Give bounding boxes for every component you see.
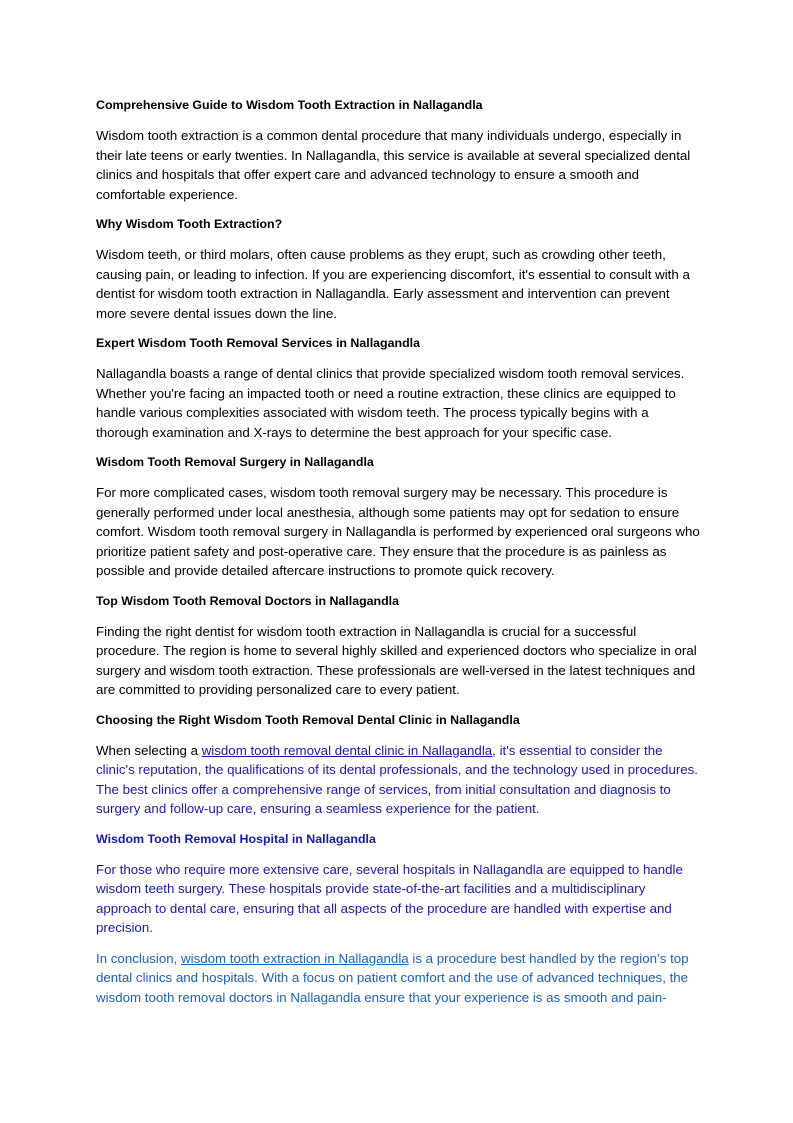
section-paragraph: Finding the right dentist for wisdom tooth extraction in Nallagandla is crucial for a successful procedure. The region is home to several highly skilled and experienced doctors who specialize in oral surgery and wisdom tooth extraction. These professionals are well-versed in the latest techniques and are committed to providing personalized care to every patient. [96,623,697,697]
conclusion-prefix: In conclusion, [96,950,182,966]
section-paragraph: Wisdom tooth extraction is a common dental procedure that many individuals undergo, especially in their late teens or early twenties. In Nallagandla, this service is available at several specialized dental clinics and hospitals that offer expert care and advanced technology to ensure a smooth and comfortable experience. [96,128,691,202]
section-heading: Why Wisdom Tooth Extraction? [96,217,283,231]
section-heading: Wisdom Tooth Removal Surgery in Nallagandla [96,455,374,469]
extraction-link-text: wisdom tooth extraction in [181,950,339,966]
section-heading: Comprehensive Guide to Wisdom Tooth Extraction in Nallagandla [96,98,483,112]
clinic-link[interactable]: wisdom tooth removal dental clinic in Nallagandla, [201,742,496,758]
hospital-heading: Wisdom Tooth Removal Hospital in Nallagandla [96,831,376,846]
hospital-paragraph: For those who require more extensive care, several hospitals in Nallagandla are equipped to handle wisdom teeth surgery. These hospitals provide state-of-the-art facilities and a multidisciplinary approach to dental care, ensuring that all aspects of the procedure are handled with expertise and precision. [96,861,683,935]
conclusion-rest: is a procedure best handled by the region’s top dental clinics and hospitals. With a focus on patient comfort and the use of advanced techniques, the wisdom tooth removal doctors in Nallagandla ensure that your experience is as smooth and pain- [96,950,689,1005]
conclusion-paragraph [96,949,700,1008]
section-paragraph: Nallagandla boasts a range of dental clinics that provide specialized wisdom tooth removal services. Whether you're facing an impacted tooth or need a routine extraction, these clinics are equipped to handle various complexities associated with wisdom teeth. The process typically begins with a thorough examination and X-rays to determine the best approach for your specific case. [96,366,685,440]
section-heading: Choosing the Right Wisdom Tooth Removal Dental Clinic in Nallagandla [96,712,520,727]
document-content [96,96,700,1018]
extraction-link-place: Nallagandla [338,950,409,966]
section-paragraph: For more complicated cases, wisdom tooth removal surgery may be necessary. This procedure is generally performed under local anesthesia, although some patients may opt for sedation to ensure comfort. Wisdom tooth removal surgery in Nallagandla is performed by experienced oral surgeons who prioritize patient safety and post-operative care. They ensure that the procedure is as painless as possible and provide detailed aftercare instructions to promote quick recovery. [96,485,700,578]
section-heading: Top Wisdom Tooth Removal Doctors in Nallagandla [96,593,400,608]
section-heading: Expert Wisdom Tooth Removal Services in Nallagandla [96,336,420,350]
section-paragraph: Wisdom teeth, or third molars, often cause problems as they erupt, such as crowding other teeth, causing pain, or leading to infection. If you are experiencing discomfort, it's essential to consult with a dentist for wisdom tooth extraction in Nallagandla. Early assessment and intervention can prevent more severe dental issues down the line. [96,247,690,321]
choosing-paragraph [96,741,700,819]
extraction-link[interactable] [181,951,409,966]
choosing-rest: it's essential to consider the clinic's reputation, the qualifications of its dental professionals, and the technology used in procedures. The best clinics offer a comprehensive range of services, from initial consultation and diagnosis to surgery and follow-up care, ensuring a seamless experience for the patient. [96,742,699,816]
choosing-prefix: When selecting a [96,742,202,758]
